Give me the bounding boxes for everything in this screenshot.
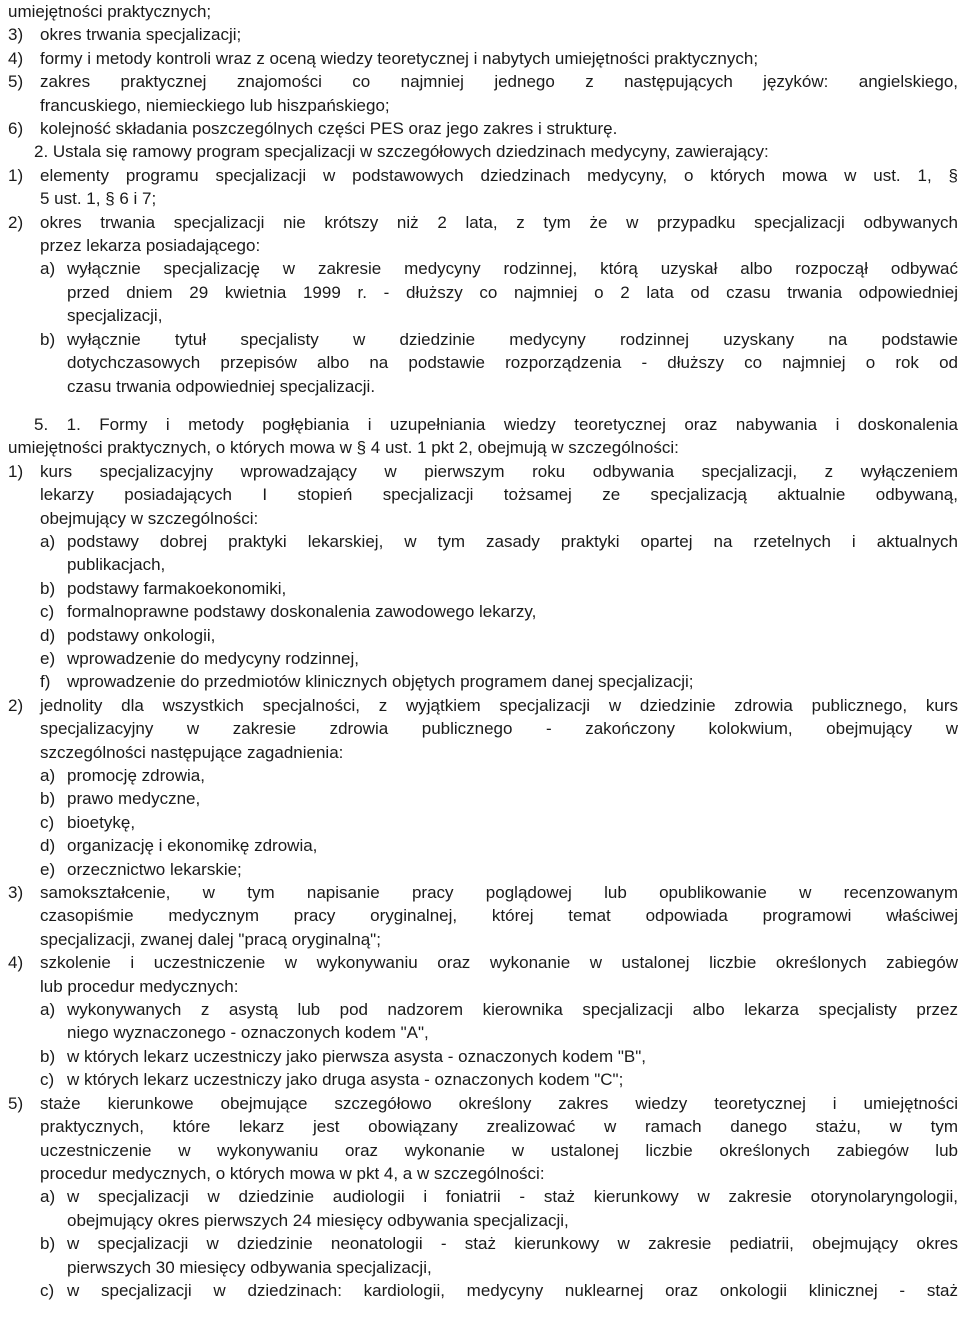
line-text: wykonywanych z asystą lub pod nadzorem kierownika specjalizacji albo lekarza specjalisty przez bbox=[67, 1000, 958, 1020]
item-number: c) bbox=[40, 1070, 55, 1090]
line-text: organizację i ekonomikę zdrowia, bbox=[67, 836, 318, 856]
line-text: publikacjach, bbox=[67, 555, 166, 575]
text-line bbox=[8, 304, 958, 327]
item-number: a) bbox=[40, 766, 56, 785]
paragraph-gap bbox=[8, 398, 958, 413]
line-text: niego wyznaczonego - oznaczonych kodem "A", bbox=[67, 1023, 429, 1043]
line-text: orzecznictwo lekarskie; bbox=[67, 859, 242, 879]
text-line bbox=[8, 234, 958, 257]
line-text: podstawy dobrej praktyki lekarskiej, w tym zasady praktyki opartej na rzetelnych i aktualnych bbox=[67, 531, 958, 551]
text-line bbox=[8, 211, 958, 234]
item-number: 5) bbox=[8, 72, 24, 92]
text-line bbox=[8, 257, 958, 280]
text-line bbox=[8, 1021, 958, 1044]
text-line bbox=[8, 436, 958, 459]
text-line bbox=[8, 164, 958, 187]
line-text: 5. 1. Formy i metody pogłębiania i uzupełniania wiedzy teoretycznej oraz nabywania i doskonalenia bbox=[34, 414, 958, 434]
line-text: wyłącznie tytuł specjalisty w dziedzinie medycyny rodzinnej uzyskany na podstawie bbox=[67, 329, 958, 349]
item-number: 2) bbox=[8, 212, 24, 232]
text-line bbox=[8, 140, 958, 163]
text-line bbox=[8, 281, 958, 304]
line-text: staże kierunkowe obejmujące szczegółowo określony zakres wiedzy teoretycznej i umiejętności bbox=[40, 1093, 958, 1113]
text-line bbox=[8, 577, 958, 600]
text-line bbox=[8, 460, 958, 483]
text-line bbox=[8, 47, 958, 70]
item-number: 4) bbox=[8, 48, 24, 68]
text-line bbox=[8, 670, 958, 693]
line-text: okres trwania specjalizacji nie krótszy niż 2 lata, z tym że w przypadku specjalizacji odbywanych bbox=[40, 212, 958, 232]
item-number: 1) bbox=[8, 461, 24, 481]
line-text: szczególności następujące zagadnienia: bbox=[40, 742, 344, 762]
text-line bbox=[8, 413, 958, 436]
text-line bbox=[8, 904, 958, 927]
line-text: obejmujący okres pierwszych 24 miesięcy odbywania specjalizacji, bbox=[67, 1210, 569, 1230]
line-text: czasopiśmie medycznym pracy oryginalnej, której temat odpowiada programowi właściwej bbox=[40, 906, 958, 926]
line-text: 5 ust. 1, § 6 i 7; bbox=[40, 189, 157, 209]
item-number: a) bbox=[40, 1000, 56, 1020]
text-line bbox=[8, 1045, 958, 1068]
line-text: czasu trwania odpowiedniej specjalizacji. bbox=[67, 376, 376, 396]
document-page bbox=[8, 0, 958, 1302]
text-line bbox=[8, 858, 958, 881]
line-text: specjalizacji, bbox=[67, 306, 163, 326]
line-text: formy i metody kontroli wraz z oceną wiedzy teoretycznej i nabytych umiejętności praktycznych; bbox=[40, 48, 759, 68]
line-text: elementy programu specjalizacji w podstawowych dziedzinach medycyny, o których mowa w ust. 1, § bbox=[40, 165, 958, 185]
text-line bbox=[8, 117, 958, 140]
line-text: bioetykę, bbox=[67, 812, 136, 832]
item-number: 5) bbox=[8, 1093, 24, 1113]
line-text: wprowadzenie do medycyny rodzinnej, bbox=[67, 648, 359, 668]
text-line bbox=[8, 0, 958, 23]
item-number: 3) bbox=[8, 883, 24, 903]
line-text: kurs specjalizacyjny wprowadzający w pierwszym roku odbywania specjalizacji, z wyłączeniem bbox=[40, 461, 958, 481]
line-text: lekarzy posiadających I stopień specjalizacji tożsamej ze specjalizacją aktualnie odbywaną, bbox=[40, 485, 958, 505]
line-text: 2. Ustala się ramowy program specjalizacji w szczegółowych dziedzinach medycyny, zawierający: bbox=[34, 142, 769, 162]
item-number: d) bbox=[40, 836, 56, 856]
line-text: pierwszych 30 miesięcy odbywania specjalizacji, bbox=[67, 1257, 432, 1277]
text-line bbox=[8, 375, 958, 398]
text-line bbox=[8, 1115, 958, 1138]
line-text: okres trwania specjalizacji; bbox=[40, 25, 242, 45]
text-line bbox=[8, 881, 958, 904]
line-text: procedur medycznych, o których mowa w pkt 4, a w szczególności: bbox=[40, 1163, 545, 1183]
text-line bbox=[8, 624, 958, 647]
text-line bbox=[8, 787, 958, 810]
text-line bbox=[8, 1209, 958, 1232]
text-line bbox=[8, 834, 958, 857]
line-text: umiejętności praktycznych, o których mowa w § 4 ust. 1 pkt 2, obejmują w szczególności: bbox=[8, 438, 679, 458]
text-line bbox=[8, 717, 958, 740]
line-text: w specjalizacji w dziedzinie neonatologii - staż kierunkowy w zakresie pediatrii, obejmujący okres bbox=[67, 1234, 958, 1254]
text-line bbox=[8, 975, 958, 998]
text-line bbox=[8, 187, 958, 210]
line-text: specjalizacji, zwanej dalej "pracą oryginalną"; bbox=[40, 929, 381, 949]
text-line bbox=[8, 507, 958, 530]
line-text: kolejność składania poszczególnych części PES oraz jego zakres i strukturę. bbox=[40, 119, 618, 139]
item-number: e) bbox=[40, 859, 56, 879]
line-text: szkolenie i uczestniczenie w wykonywaniu oraz wykonanie w ustalonej liczbie określonych zabiegów bbox=[40, 953, 958, 973]
item-number: b) bbox=[40, 1234, 56, 1254]
item-number: 3) bbox=[8, 25, 24, 45]
line-text: zakres praktycznej znajomości co najmniej jednego z następujących języków: angielskiego, bbox=[40, 72, 958, 92]
text-line bbox=[8, 1092, 958, 1115]
text-line bbox=[8, 998, 958, 1021]
text-line bbox=[8, 741, 958, 764]
line-text: w których lekarz uczestniczy jako druga asysta - oznaczonych kodem "C"; bbox=[67, 1070, 624, 1090]
line-text: prawo medyczne, bbox=[67, 789, 201, 809]
line-text: przez lekarza posiadającego: bbox=[40, 236, 261, 256]
text-line bbox=[8, 351, 958, 374]
text-line bbox=[8, 694, 958, 717]
text-line bbox=[8, 1256, 958, 1279]
item-number: 1) bbox=[8, 165, 24, 185]
line-text: jednolity dla wszystkich specjalności, z wyjątkiem specjalizacji w dziedzinie zdrowia publicznego, kurs bbox=[40, 695, 958, 715]
text-line bbox=[8, 928, 958, 951]
text-line bbox=[8, 1232, 958, 1255]
text-line bbox=[8, 1279, 958, 1302]
item-number: b) bbox=[40, 329, 56, 349]
text-line bbox=[8, 600, 958, 623]
text-line bbox=[8, 94, 958, 117]
line-text: podstawy farmakoekonomiki, bbox=[67, 578, 287, 598]
line-text: lub procedur medycznych: bbox=[40, 976, 239, 996]
text-line bbox=[8, 1162, 958, 1185]
item-number: b) bbox=[40, 1046, 56, 1066]
text-line bbox=[8, 530, 958, 553]
line-text: przed dniem 29 kwietnia 1999 r. - dłuższy co najmniej o 2 lata od czasu trwania odpowiedniej bbox=[67, 282, 958, 302]
text-line bbox=[8, 811, 958, 834]
line-text: uczestniczenie w wykonywaniu oraz wykonanie w ustalonej liczbie określonych zabiegów lub bbox=[40, 1140, 958, 1160]
item-number: b) bbox=[40, 578, 56, 598]
item-number: c) bbox=[40, 812, 55, 832]
line-text: promocję zdrowia, bbox=[67, 766, 205, 785]
line-text: formalnoprawne podstawy doskonalenia zawodowego lekarzy, bbox=[67, 602, 537, 622]
item-number: c) bbox=[40, 602, 55, 622]
item-number: a) bbox=[40, 259, 56, 279]
text-line bbox=[8, 951, 958, 974]
text-line bbox=[8, 764, 958, 787]
item-number: 6) bbox=[8, 119, 24, 139]
line-text: praktycznych, które lekarz jest obowiązany zrealizować w ramach danego stażu, w tym bbox=[40, 1117, 958, 1137]
line-text: wprowadzenie do przedmiotów klinicznych objętych programem danej specjalizacji; bbox=[67, 672, 694, 692]
text-line bbox=[8, 647, 958, 670]
text-line bbox=[8, 553, 958, 576]
text-line bbox=[8, 1139, 958, 1162]
item-number: b) bbox=[40, 789, 56, 809]
line-text: obejmujący w szczególności: bbox=[40, 508, 259, 528]
line-text: dotychczasowych przepisów albo na podstawie rozporządzenia - dłuższy co najmniej o rok od bbox=[67, 353, 958, 373]
line-text: specjalizacyjny w zakresie zdrowia publicznego - zakończony kolokwium, obejmujący w bbox=[40, 719, 958, 739]
line-text: w specjalizacji w dziedzinie audiologii i foniatrii - staż kierunkowy w zakresie otorynolaryngologii, bbox=[67, 1187, 958, 1207]
line-text: samokształcenie, w tym napisanie pracy poglądowej lub opublikowanie w recenzowanym bbox=[40, 883, 958, 903]
line-text: podstawy onkologii, bbox=[67, 625, 216, 645]
text-line bbox=[8, 70, 958, 93]
line-text: umiejętności praktycznych; bbox=[8, 2, 212, 21]
item-number: 2) bbox=[8, 695, 24, 715]
text-line bbox=[8, 23, 958, 46]
line-text: wyłącznie specjalizację w zakresie medycyny rodzinnej, którą uzyskał albo rozpoczął odbywać bbox=[67, 259, 958, 279]
item-number: a) bbox=[40, 1187, 56, 1207]
text-line bbox=[8, 328, 958, 351]
item-number: d) bbox=[40, 625, 56, 645]
line-text: francuskiego, niemieckiego lub hiszpańskiego; bbox=[40, 95, 390, 115]
text-line bbox=[8, 483, 958, 506]
text-line bbox=[8, 1185, 958, 1208]
item-number: f) bbox=[40, 672, 51, 692]
text-line bbox=[8, 1068, 958, 1091]
item-number: a) bbox=[40, 531, 56, 551]
item-number: c) bbox=[40, 1280, 55, 1300]
item-number: e) bbox=[40, 648, 56, 668]
item-number: 4) bbox=[8, 953, 24, 973]
line-text: w specjalizacji w dziedzinach: kardiologii, medycyny nuklearnej oraz onkologii klinicznej - staż bbox=[67, 1280, 958, 1300]
line-text: w których lekarz uczestniczy jako pierwsza asysta - oznaczonych kodem "B", bbox=[67, 1046, 646, 1066]
